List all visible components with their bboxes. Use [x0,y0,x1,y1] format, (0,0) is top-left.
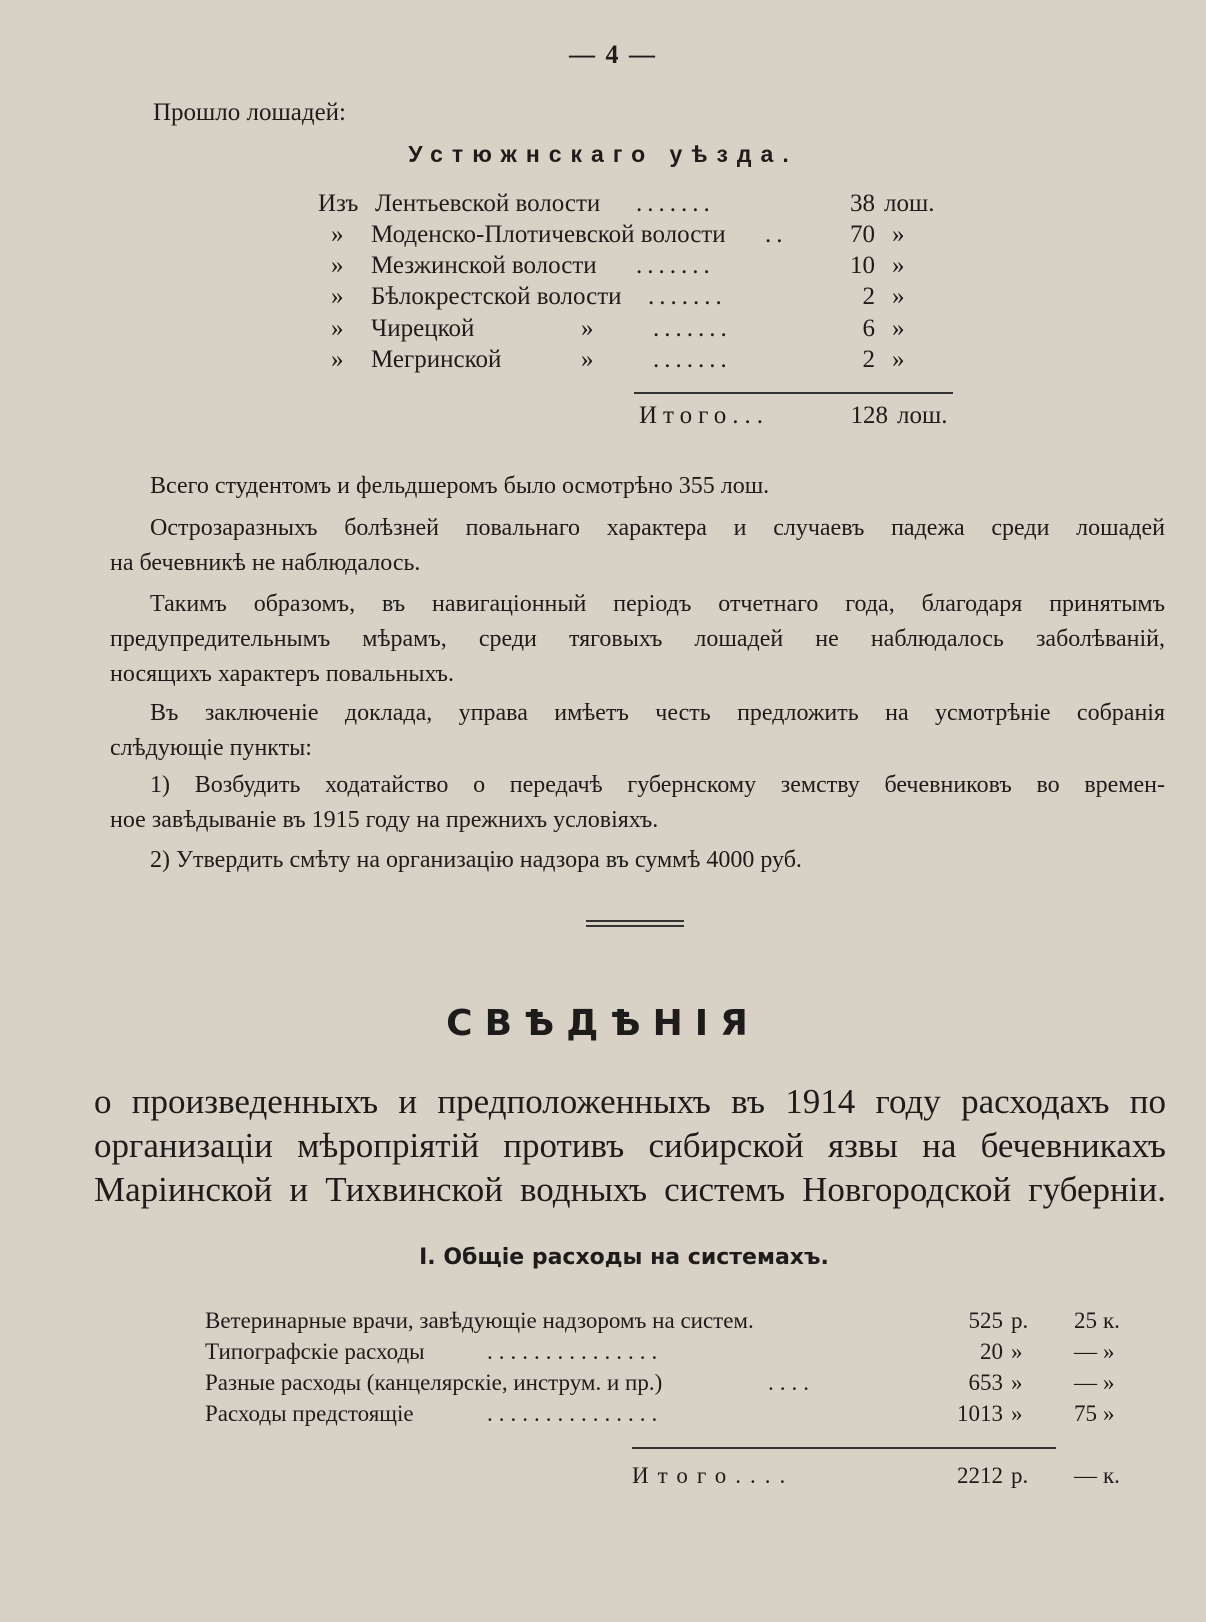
text-line: Всего студентомъ и фельдшеромъ было осмотрѣно 355 лош. [150,473,770,499]
amount-kopecks: — [1074,1463,1097,1488]
subtitle-line: о произведенныхъ и предположенныхъ въ 1914 году расходахъ по [94,1082,1166,1121]
text-line: на бечевникѣ не наблюдалось. [110,550,421,576]
horse-count: 2 [862,283,875,310]
district-name: Бѣлокрестской волости [371,283,622,310]
ditto-mark: » [581,315,594,342]
horse-count: 2 [862,346,875,373]
horse-count: 70 [850,221,875,248]
text-line: Въ заключеніе доклада, управа имѣетъ честь предложить на усмотрѣніе собранія [150,700,1165,726]
text-line: Такимъ образомъ, въ навигаціонный періодъ отчетнаго года, благодаря принятымъ [150,591,1165,617]
ruble-unit: » [1011,1339,1023,1364]
ruble-unit: » [1011,1401,1023,1426]
ruble-unit: р. [1011,1308,1029,1333]
expense-label: Типографскіе расходы [205,1339,425,1364]
paragraph [110,843,1165,878]
unit: » [892,346,905,373]
expense-label: Расходы предстоящіе [205,1401,414,1426]
subtitle-line: организаціи мѣропріятій противъ сибирской язвы на бечевникахъ [94,1126,1166,1165]
text-line: 2) Утвердить смѣту на организацію надзора въ суммѣ 4000 руб. [150,847,802,873]
text-line: слѣдующіе пункты: [110,735,312,761]
unit: » [892,315,905,342]
total-label: Итого.... [632,1463,795,1488]
paragraph [110,511,1165,581]
kopeck-unit: к. [1103,1463,1120,1488]
kopeck-unit: к. [1103,1308,1120,1333]
amount-kopecks: — [1074,1339,1097,1364]
page-number: — 4 — [569,40,657,69]
leader-dots: ............... [487,1401,664,1426]
intro-text: Прошло лошадей: [153,99,346,126]
ditto-mark: » [331,252,344,279]
district-name: Чирецкой [371,315,475,342]
amount-kopecks: 25 [1074,1308,1097,1333]
amount-rubles: 525 [968,1308,1003,1333]
leader-dots: .. [765,221,788,248]
horse-count: 10 [850,252,875,279]
unit: » [892,221,905,248]
district-name: Моденско-Плотичевской волости [371,221,726,248]
paragraph [110,768,1165,838]
unit: » [892,283,905,310]
leader-dots: ....... [653,315,732,342]
district-name: Мегринской [371,346,502,373]
expense-label: Ветеринарные врачи, завѣдующіе надзоромъ на систем. [205,1308,754,1333]
total-rule [634,392,953,394]
amount-rubles: 2212 [957,1463,1003,1488]
horse-count: 6 [862,315,875,342]
unit: лош. [884,190,935,217]
amount-kopecks: 75 [1074,1401,1097,1426]
kopeck-unit: » [1103,1401,1115,1426]
ditto-mark: » [331,346,344,373]
amount-rubles: 1013 [957,1401,1003,1426]
svedeniya-subtitle [94,1080,1166,1212]
text-line: предупредительнымъ мѣрамъ, среди тяговыхъ лошадей не наблюдалось заболѣваній, [110,626,1165,652]
leader-dots: ....... [653,346,732,373]
unit: » [892,252,905,279]
row-prefix: Изъ [318,190,359,217]
total-count: 128 [850,402,888,429]
leader-dots: ............... [487,1339,664,1364]
district-name: Мезжинской волости [371,252,597,279]
text-line: Острозаразныхъ болѣзней повальнаго характера и случаевъ падежа среди лошадей [150,515,1165,541]
county-subheading: Устюжнскаго уѣзда. [408,141,798,167]
expense-label: Разные расходы (канцелярскіе, инструм. и пр.) [205,1370,663,1395]
ruble-unit: р. [1011,1463,1029,1488]
amount-rubles: 20 [980,1339,1003,1364]
total-label: Итого... [639,402,770,429]
ditto-mark: » [331,315,344,342]
text-line: 1) Возбудить ходатайство о передачѣ губернскому земству бечевниковъ во времен- [150,772,1165,798]
leader-dots: ....... [636,190,715,217]
paragraph [110,696,1165,766]
text-line: ное завѣдываніе въ 1915 году на прежнихъ условіяхъ. [110,807,659,833]
leader-dots: ....... [636,252,715,279]
horse-count: 38 [850,190,875,217]
ditto-mark: » [331,283,344,310]
district-name: Лентьевской волости [375,190,601,217]
paragraph [110,469,1165,504]
leader-dots: ....... [648,283,727,310]
ruble-unit: » [1011,1370,1023,1395]
amount-kopecks: — [1074,1370,1097,1395]
kopeck-unit: » [1103,1370,1115,1395]
kopeck-unit: » [1103,1339,1115,1364]
total-rule [632,1447,1056,1449]
section-title: I. Общіе расходы на системахъ. [419,1245,829,1270]
ditto-mark: » [331,221,344,248]
section-separator [586,925,684,927]
leader-dots: .... [768,1370,815,1395]
unit: лош. [897,402,948,429]
section-separator [586,920,684,922]
svedeniya-heading: СВѢДѢНІЯ [446,1003,760,1044]
amount-rubles: 653 [968,1370,1003,1395]
ditto-mark: » [581,346,594,373]
subtitle-line: Маріинской и Тихвинской водныхъ системъ Новгородской губерніи. [94,1170,1166,1209]
paragraph [110,587,1165,692]
text-line: носящихъ характеръ повальныхъ. [110,661,454,687]
